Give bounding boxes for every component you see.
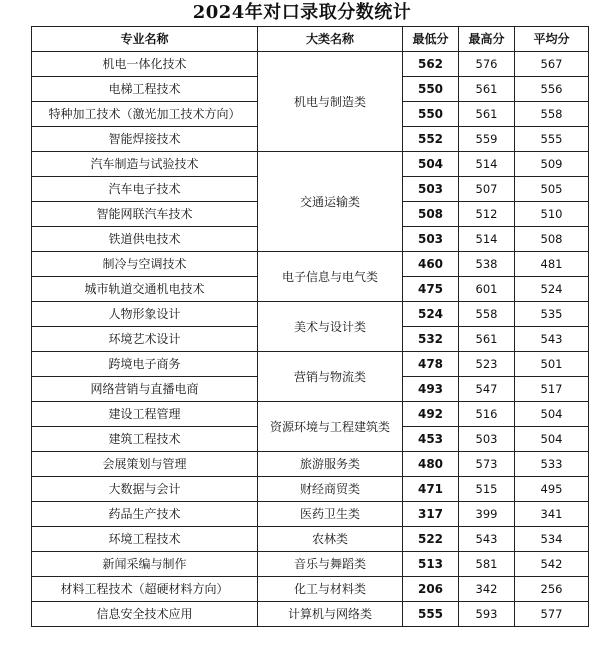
avg-score: 567 — [515, 52, 589, 77]
max-score: 516 — [459, 402, 515, 427]
max-score: 561 — [459, 102, 515, 127]
min-score: 508 — [403, 202, 459, 227]
header-major: 专业名称 — [32, 27, 258, 52]
table-row — [32, 527, 589, 552]
max-score: 512 — [459, 202, 515, 227]
header-max: 最高分 — [459, 27, 515, 52]
max-score: 507 — [459, 177, 515, 202]
avg-score: 510 — [515, 202, 589, 227]
major-name: 跨境电子商务 — [32, 352, 258, 377]
max-score: 593 — [459, 602, 515, 627]
avg-score: 509 — [515, 152, 589, 177]
major-name: 特种加工技术（激光加工技术方向） — [32, 102, 258, 127]
header-min: 最低分 — [403, 27, 459, 52]
category-name: 财经商贸类 — [258, 477, 403, 502]
max-score: 558 — [459, 302, 515, 327]
max-score: 561 — [459, 327, 515, 352]
major-name: 药品生产技术 — [32, 502, 258, 527]
max-score: 573 — [459, 452, 515, 477]
min-score: 552 — [403, 127, 459, 152]
major-name: 建设工程管理 — [32, 402, 258, 427]
min-score: 562 — [403, 52, 459, 77]
min-score: 550 — [403, 77, 459, 102]
max-score: 581 — [459, 552, 515, 577]
max-score: 561 — [459, 77, 515, 102]
major-name: 环境工程技术 — [32, 527, 258, 552]
category-name: 机电与制造类 — [258, 52, 403, 152]
table-row — [32, 152, 589, 177]
avg-score: 555 — [515, 127, 589, 152]
min-score: 471 — [403, 477, 459, 502]
category-name: 营销与物流类 — [258, 352, 403, 402]
header-avg: 平均分 — [515, 27, 589, 52]
avg-score: 524 — [515, 277, 589, 302]
header-category: 大类名称 — [258, 27, 403, 52]
avg-score: 517 — [515, 377, 589, 402]
table-row — [32, 52, 589, 77]
avg-score: 505 — [515, 177, 589, 202]
table-row — [32, 577, 589, 602]
category-name: 农林类 — [258, 527, 403, 552]
category-name: 计算机与网络类 — [258, 602, 403, 627]
max-score: 559 — [459, 127, 515, 152]
major-name: 环境艺术设计 — [32, 327, 258, 352]
avg-score: 556 — [515, 77, 589, 102]
admission-score-table — [31, 26, 589, 627]
major-name: 人物形象设计 — [32, 302, 258, 327]
min-score: 453 — [403, 427, 459, 452]
major-name: 信息安全技术应用 — [32, 602, 258, 627]
min-score: 503 — [403, 177, 459, 202]
min-score: 460 — [403, 252, 459, 277]
max-score: 514 — [459, 227, 515, 252]
min-score: 493 — [403, 377, 459, 402]
avg-score: 558 — [515, 102, 589, 127]
major-name: 建筑工程技术 — [32, 427, 258, 452]
min-score: 522 — [403, 527, 459, 552]
max-score: 576 — [459, 52, 515, 77]
table-row — [32, 452, 589, 477]
major-name: 材料工程技术（超硬材料方向） — [32, 577, 258, 602]
max-score: 543 — [459, 527, 515, 552]
major-name: 制冷与空调技术 — [32, 252, 258, 277]
avg-score: 481 — [515, 252, 589, 277]
avg-score: 542 — [515, 552, 589, 577]
major-name: 汽车电子技术 — [32, 177, 258, 202]
avg-score: 508 — [515, 227, 589, 252]
category-name: 音乐与舞蹈类 — [258, 552, 403, 577]
avg-score: 535 — [515, 302, 589, 327]
min-score: 555 — [403, 602, 459, 627]
major-name: 大数据与会计 — [32, 477, 258, 502]
major-name: 会展策划与管理 — [32, 452, 258, 477]
major-name: 新闻采编与制作 — [32, 552, 258, 577]
min-score: 475 — [403, 277, 459, 302]
avg-score: 495 — [515, 477, 589, 502]
table-row — [32, 552, 589, 577]
max-score: 342 — [459, 577, 515, 602]
avg-score: 534 — [515, 527, 589, 552]
table-row — [32, 602, 589, 627]
max-score: 547 — [459, 377, 515, 402]
major-name: 智能焊接技术 — [32, 127, 258, 152]
avg-score: 543 — [515, 327, 589, 352]
min-score: 503 — [403, 227, 459, 252]
table-row — [32, 302, 589, 327]
min-score: 504 — [403, 152, 459, 177]
min-score: 524 — [403, 302, 459, 327]
avg-score: 341 — [515, 502, 589, 527]
table-row — [32, 502, 589, 527]
category-name: 资源环境与工程建筑类 — [258, 402, 403, 452]
min-score: 317 — [403, 502, 459, 527]
category-name: 旅游服务类 — [258, 452, 403, 477]
max-score: 514 — [459, 152, 515, 177]
avg-score: 504 — [515, 427, 589, 452]
category-name: 交通运输类 — [258, 152, 403, 252]
avg-score: 504 — [515, 402, 589, 427]
avg-score: 533 — [515, 452, 589, 477]
table-row — [32, 352, 589, 377]
min-score: 532 — [403, 327, 459, 352]
major-name: 机电一体化技术 — [32, 52, 258, 77]
max-score: 399 — [459, 502, 515, 527]
max-score: 601 — [459, 277, 515, 302]
major-name: 网络营销与直播电商 — [32, 377, 258, 402]
min-score: 492 — [403, 402, 459, 427]
major-name: 智能网联汽车技术 — [32, 202, 258, 227]
max-score: 503 — [459, 427, 515, 452]
major-name: 铁道供电技术 — [32, 227, 258, 252]
category-name: 美术与设计类 — [258, 302, 403, 352]
table-header-row — [32, 27, 589, 52]
page-title: 2024年对口录取分数统计 — [192, 2, 412, 23]
major-name: 城市轨道交通机电技术 — [32, 277, 258, 302]
major-name: 电梯工程技术 — [32, 77, 258, 102]
max-score: 523 — [459, 352, 515, 377]
min-score: 550 — [403, 102, 459, 127]
min-score: 206 — [403, 577, 459, 602]
table-row — [32, 402, 589, 427]
major-name: 汽车制造与试验技术 — [32, 152, 258, 177]
avg-score: 501 — [515, 352, 589, 377]
category-name: 医药卫生类 — [258, 502, 403, 527]
table-row — [32, 252, 589, 277]
min-score: 480 — [403, 452, 459, 477]
avg-score: 256 — [515, 577, 589, 602]
table-row — [32, 477, 589, 502]
category-name: 电子信息与电气类 — [258, 252, 403, 302]
max-score: 515 — [459, 477, 515, 502]
min-score: 478 — [403, 352, 459, 377]
avg-score: 577 — [515, 602, 589, 627]
min-score: 513 — [403, 552, 459, 577]
category-name: 化工与材料类 — [258, 577, 403, 602]
max-score: 538 — [459, 252, 515, 277]
